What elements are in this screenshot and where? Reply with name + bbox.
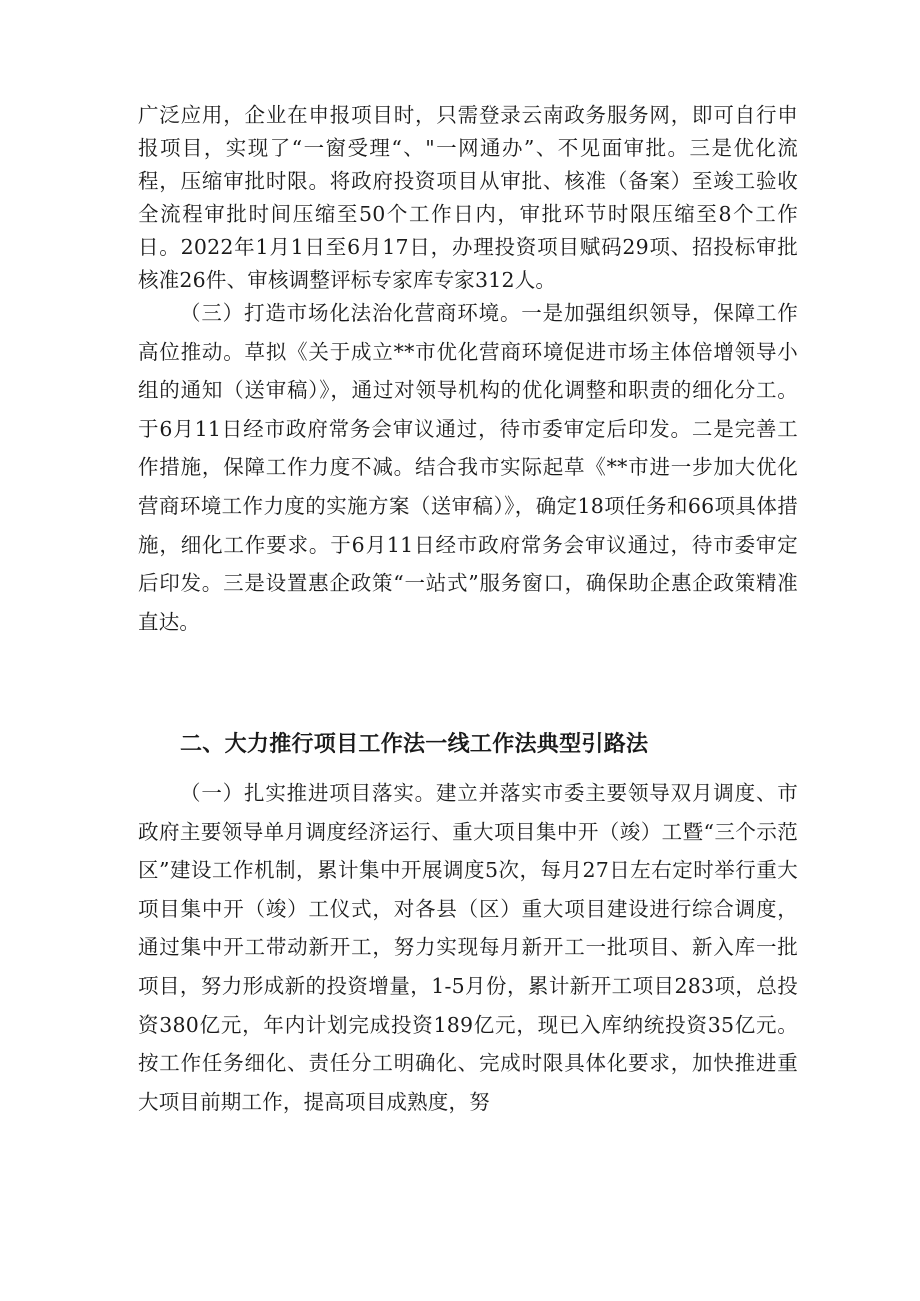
section-heading-2: 二、大力推行项目工作法一线工作法典型引路法: [180, 732, 649, 757]
paragraph-section-2-1: （一）扎实推进项目落实。建立并落实市委主要领导双月调度、市政府主要领导单月调度经济运行、重大项目集中开（竣）工暨“三个示范区”建设工作机制，累计集中开展调度5次，每月27日左右定时举行重大项目集中开（竣）工仪式，对各县（区）重大项目建设进行综合调度，通过集中开工带动新开工，努力实现每月新开工一批项目、新入库一批项目，努力形成新的投资增量，1-5月份，累计新开工项目283项，总投资380亿元，年内计划完成投资189亿元，现已入库纳统投资35亿元。按工作任务细化、责任分工明确化、完成时限具体化要求，加快推进重大项目前期工作，提高项目成熟度，努: [138, 781, 798, 1114]
paragraph-section-3: （三）打造市场化法治化营商环境。一是加强组织领导，保障工作高位推动。草拟《关于成立**市优化营商环境促进市场主体倍增领导小组的通知（送审稿）》，通过对领导机构的优化调整和职责的细化分工。于6月11日经市政府常务会审议通过，待市委审定后印发。二是完善工作措施，保障工作力度不减。结合我市实际起草《**市进一步加大优化营商环境工作力度的实施方案（送审稿）》，确定18项任务和66项具体措施，细化工作要求。于6月11日经市政府常务会审议通过，待市委审定后印发。三是设置惠企政策“一站式”服务窗口，确保助企惠企政策精准直达。: [138, 301, 798, 634]
paragraph-continuation: 广泛应用，企业在申报项目时，只需登录云南政务服务网，即可自行申报项目，实现了“一窗受理“、"一网通办”、不见面审批。三是优化流程，压缩审批时限。将政府投资项目从审批、核准（备案）至竣工验收全流程审批时间压缩至50个工作日内，审批环节时限压缩至8个工作日。2022年1月1日至6月17日，办理投资项目赋码29项、招投标审批核准26件、审核调整评标专家库专家312人。: [138, 103, 798, 292]
